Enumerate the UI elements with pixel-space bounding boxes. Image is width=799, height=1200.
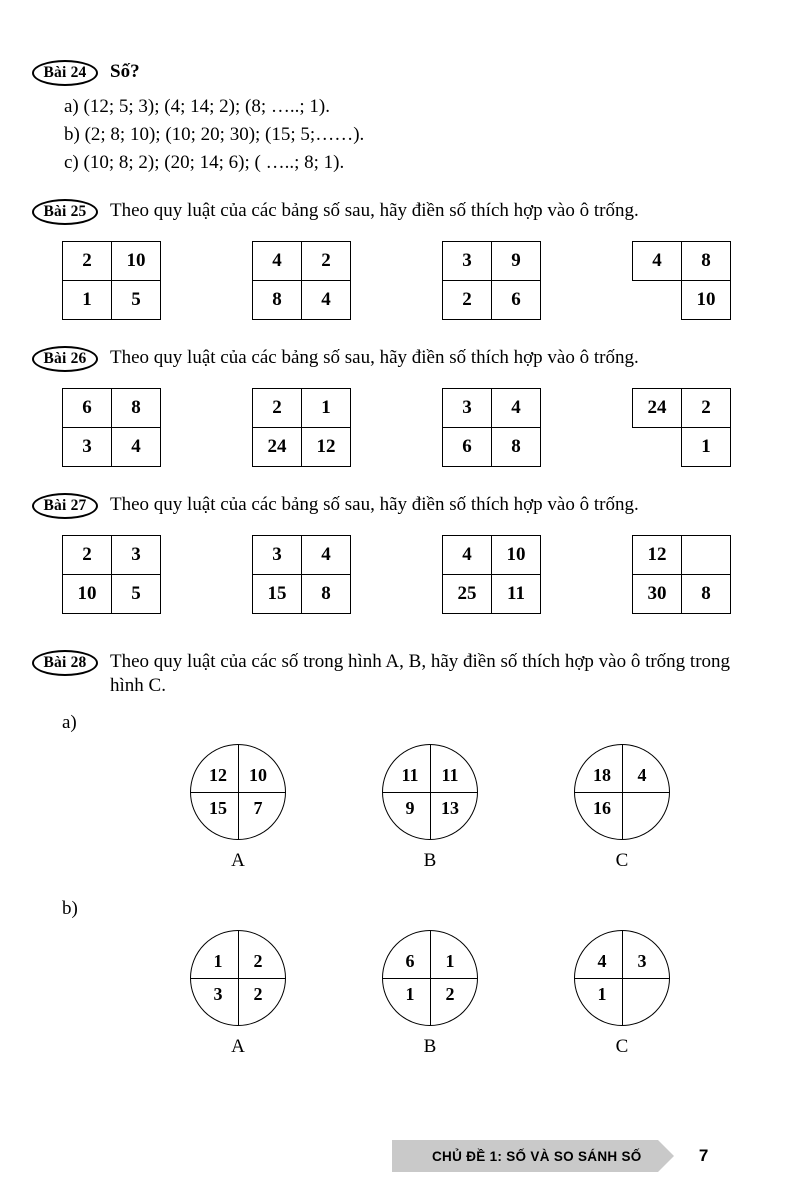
grid-cell: 12 [633, 536, 682, 575]
circle-cell: 1 [597, 983, 607, 1004]
grid-cell: 9 [492, 242, 541, 281]
grid-cell: 12 [302, 428, 351, 467]
grid-cell: 15 [253, 575, 302, 614]
exercise-26-badge: Bài 26 [32, 346, 98, 372]
circle-cell: 18 [593, 764, 611, 785]
grid-cell: 8 [492, 428, 541, 467]
exercise-24-line-a: a) (12; 5; 3); (4; 14; 2); (8; …..; 1). [64, 96, 330, 117]
grid-cell: 10 [492, 536, 541, 575]
grid-slot [442, 388, 632, 467]
number-grid [632, 535, 731, 614]
exercise-28-title: Theo quy luật của các số trong hình A, B, hãy điền số thích hợp vào ô trống trong hình C. [110, 651, 731, 697]
grid-cell: 6 [63, 389, 112, 428]
exercise-28-badge: Bài 28 [32, 650, 98, 676]
grid-cell: 3 [443, 389, 492, 428]
grid-slot [252, 388, 442, 467]
circle-cell: 16 [593, 797, 611, 818]
circle-cell: 1 [213, 950, 223, 971]
grid-slot [62, 388, 252, 467]
circle-label: C [615, 849, 629, 871]
number-grid [442, 241, 541, 320]
grid-cell: 1 [302, 389, 351, 428]
exercise-24-header [32, 60, 759, 86]
grid-cell: 10 [682, 281, 731, 320]
circle-cell: 4 [597, 950, 607, 971]
page-number: 7 [698, 1146, 709, 1165]
exercise-28-part-a-label: a) [62, 711, 77, 733]
grid-cell: 3 [253, 536, 302, 575]
grid-cell: 4 [302, 536, 351, 575]
grid-cell: 24 [253, 428, 302, 467]
grid-slot [632, 388, 731, 467]
grid-cell: 30 [633, 575, 682, 614]
circle-vertical-divider [238, 745, 239, 839]
circle-cell: 4 [637, 764, 647, 785]
grid-cell: 4 [492, 389, 541, 428]
exercise-24-title: Số? [110, 61, 140, 82]
exercise-28-header [32, 650, 759, 698]
circle-cell: 10 [249, 764, 267, 785]
exercise-26-title: Theo quy luật của các bảng số sau, hãy điền số thích hợp vào ô trống. [110, 347, 639, 369]
circle-label: C [615, 1035, 629, 1057]
circle-cell: 3 [637, 950, 647, 971]
circle-cell: 3 [213, 983, 223, 1004]
circle-vertical-divider [238, 931, 239, 1025]
grid-cell: 2 [443, 281, 492, 320]
grid-cell: 6 [443, 428, 492, 467]
grid-slot [62, 241, 252, 320]
circle-label: B [423, 1035, 437, 1057]
circle-vertical-divider [622, 931, 623, 1025]
grid-cell: 8 [302, 575, 351, 614]
grid-cell: 2 [302, 242, 351, 281]
circle-cell: 13 [441, 797, 459, 818]
grid-cell: 3 [63, 428, 112, 467]
circle-cell: 2 [445, 983, 455, 1004]
number-circle [574, 930, 670, 1026]
grid-cell: 4 [633, 242, 682, 281]
circle-slot [334, 744, 526, 872]
grid-cell: 2 [682, 389, 731, 428]
grid-cell-blank[interactable] [682, 536, 731, 575]
grid-cell: 10 [112, 242, 161, 281]
exercise-25-badge: Bài 25 [32, 199, 98, 225]
grid-slot [442, 241, 632, 320]
grid-cell: 1 [682, 428, 731, 467]
circle-cell: 11 [401, 764, 419, 785]
grid-cell: 1 [63, 281, 112, 320]
number-grid [632, 388, 731, 467]
number-grid [442, 535, 541, 614]
number-grid [62, 241, 161, 320]
number-circle [574, 744, 670, 840]
circle-vertical-divider [430, 931, 431, 1025]
number-grid [252, 388, 351, 467]
circle-label: B [423, 849, 437, 871]
circle-cell: 9 [405, 797, 415, 818]
exercise-27-grids [32, 535, 759, 614]
number-circle [190, 930, 286, 1026]
exercise-25-title: Theo quy luật của các bảng số sau, hãy điền số thích hợp vào ô trống. [110, 200, 639, 222]
grid-cell: 8 [682, 575, 731, 614]
grid-cell: 2 [253, 389, 302, 428]
number-grid [62, 535, 161, 614]
number-circle [382, 744, 478, 840]
exercise-28-row-a [32, 744, 759, 872]
circle-cell: 2 [253, 950, 263, 971]
exercise-26-header [32, 346, 759, 372]
grid-cell: 2 [63, 536, 112, 575]
circle-cell: 12 [209, 764, 227, 785]
number-grid [632, 241, 731, 320]
exercise-24-badge: Bài 24 [32, 60, 98, 86]
circle-vertical-divider [622, 745, 623, 839]
grid-cell-blank[interactable] [633, 281, 682, 320]
grid-cell: 5 [112, 575, 161, 614]
circle-label: A [231, 1035, 245, 1057]
circle-cell: 11 [441, 764, 459, 785]
circle-cell: 6 [405, 950, 415, 971]
exercise-24-line-c: c) (10; 8; 2); (20; 14; 6); ( …..; 8; 1). [64, 152, 345, 174]
grid-cell: 3 [443, 242, 492, 281]
grid-slot [252, 535, 442, 614]
grid-cell: 25 [443, 575, 492, 614]
circle-slot [142, 744, 334, 872]
exercise-25-header [32, 199, 759, 225]
grid-cell-blank[interactable] [633, 428, 682, 467]
grid-cell: 4 [253, 242, 302, 281]
grid-cell: 4 [443, 536, 492, 575]
number-grid [252, 535, 351, 614]
grid-cell: 11 [492, 575, 541, 614]
circle-cell: 15 [209, 797, 227, 818]
grid-slot [632, 241, 731, 320]
exercise-27-header [32, 493, 759, 519]
number-grid [252, 241, 351, 320]
exercise-28-part-b-label: b) [62, 897, 78, 919]
exercise-28-row-b [32, 930, 759, 1058]
grid-cell: 10 [63, 575, 112, 614]
circle-cell: 7 [253, 797, 263, 818]
grid-slot [442, 535, 632, 614]
exercise-26-grids [32, 388, 759, 467]
circle-cell: 1 [445, 950, 455, 971]
exercise-24-lines [64, 93, 759, 177]
grid-cell: 8 [112, 389, 161, 428]
exercise-25-grids [32, 241, 759, 320]
number-grid [442, 388, 541, 467]
grid-cell: 8 [682, 242, 731, 281]
circle-cell: 2 [253, 983, 263, 1004]
grid-cell: 2 [63, 242, 112, 281]
grid-slot [252, 241, 442, 320]
circle-slot [526, 930, 718, 1058]
grid-cell: 4 [302, 281, 351, 320]
grid-cell: 5 [112, 281, 161, 320]
grid-slot [632, 535, 731, 614]
circle-vertical-divider [430, 745, 431, 839]
grid-cell: 24 [633, 389, 682, 428]
grid-cell: 6 [492, 281, 541, 320]
number-circle [190, 744, 286, 840]
page-footer [392, 1140, 730, 1172]
circle-slot [526, 744, 718, 872]
grid-cell: 4 [112, 428, 161, 467]
number-grid [62, 388, 161, 467]
circle-label: A [231, 849, 245, 871]
exercise-27-badge: Bài 27 [32, 493, 98, 519]
number-circle [382, 930, 478, 1026]
circle-slot [334, 930, 526, 1058]
footer-topic-label: CHỦ ĐỀ 1: SỐ VÀ SO SÁNH SỐ [392, 1140, 658, 1172]
grid-cell: 3 [112, 536, 161, 575]
grid-cell: 8 [253, 281, 302, 320]
circle-cell: 1 [405, 983, 415, 1004]
circle-slot [142, 930, 334, 1058]
grid-slot [62, 535, 252, 614]
exercise-24-line-b: b) (2; 8; 10); (10; 20; 30); (15; 5;……). [64, 124, 365, 146]
exercise-27-title: Theo quy luật của các bảng số sau, hãy điền số thích hợp vào ô trống. [110, 494, 639, 516]
